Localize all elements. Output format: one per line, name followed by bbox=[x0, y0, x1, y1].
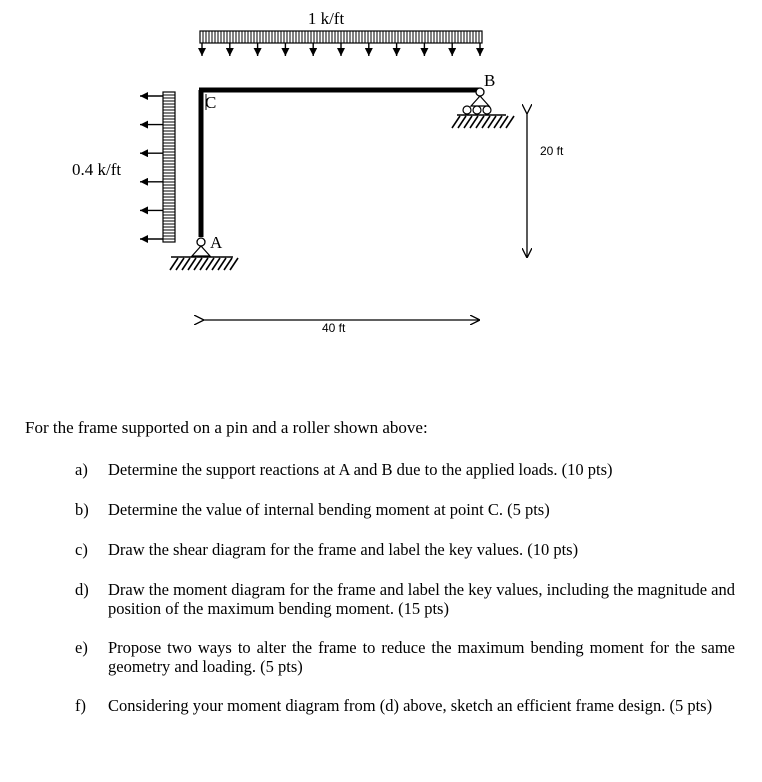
top-load-label: 1 k/ft bbox=[307, 9, 345, 28]
side-load-label: 0.4 k/ft bbox=[72, 160, 122, 179]
side-distributed-load bbox=[72, 92, 175, 242]
roller-support-b bbox=[452, 88, 514, 128]
question-letter: b) bbox=[75, 500, 89, 519]
question-letter: d) bbox=[75, 580, 89, 599]
question-text: Determine the support reactions at A and B due to the applied loads. (10 pts) bbox=[108, 460, 613, 479]
question-letter: a) bbox=[75, 460, 88, 479]
question-text: Determine the value of internal bending moment at point C. (5 pts) bbox=[108, 500, 550, 519]
question-item-f bbox=[75, 696, 735, 715]
question-item-d bbox=[75, 580, 735, 618]
width-dimension bbox=[203, 320, 479, 335]
question-text: Propose two ways to alter the frame to reduce the maximum bending moment for the same geometry and loading. (5 pts) bbox=[108, 638, 735, 676]
point-a-label: A bbox=[210, 233, 223, 252]
pin-support-a bbox=[170, 238, 238, 270]
question-list bbox=[75, 460, 735, 715]
question-item-c bbox=[75, 540, 735, 559]
frame-members bbox=[199, 90, 480, 237]
question-text: Draw the moment diagram for the frame and label the key values, including the magnitude and position of the maximum bending moment. (15 pts) bbox=[108, 580, 735, 618]
problem-intro: For the frame supported on a pin and a roller shown above: bbox=[25, 418, 428, 437]
point-c-label: C bbox=[205, 93, 217, 112]
question-letter: c) bbox=[75, 540, 88, 559]
point-b-label: B bbox=[484, 71, 496, 90]
height-label: 20 ft bbox=[540, 144, 564, 158]
height-dimension bbox=[527, 113, 564, 257]
question-letter: f) bbox=[75, 696, 86, 715]
question-item-b bbox=[75, 500, 735, 519]
top-distributed-load bbox=[200, 9, 482, 56]
question-text: Considering your moment diagram from (d) above, sketch an efficient frame design. (5 pts) bbox=[108, 696, 713, 715]
question-item-a bbox=[75, 460, 735, 479]
question-letter: e) bbox=[75, 638, 88, 657]
question-text: Draw the shear diagram for the frame and label the key values. (10 pts) bbox=[108, 540, 579, 559]
question-item-e bbox=[75, 638, 735, 676]
width-label: 40 ft bbox=[322, 321, 346, 335]
